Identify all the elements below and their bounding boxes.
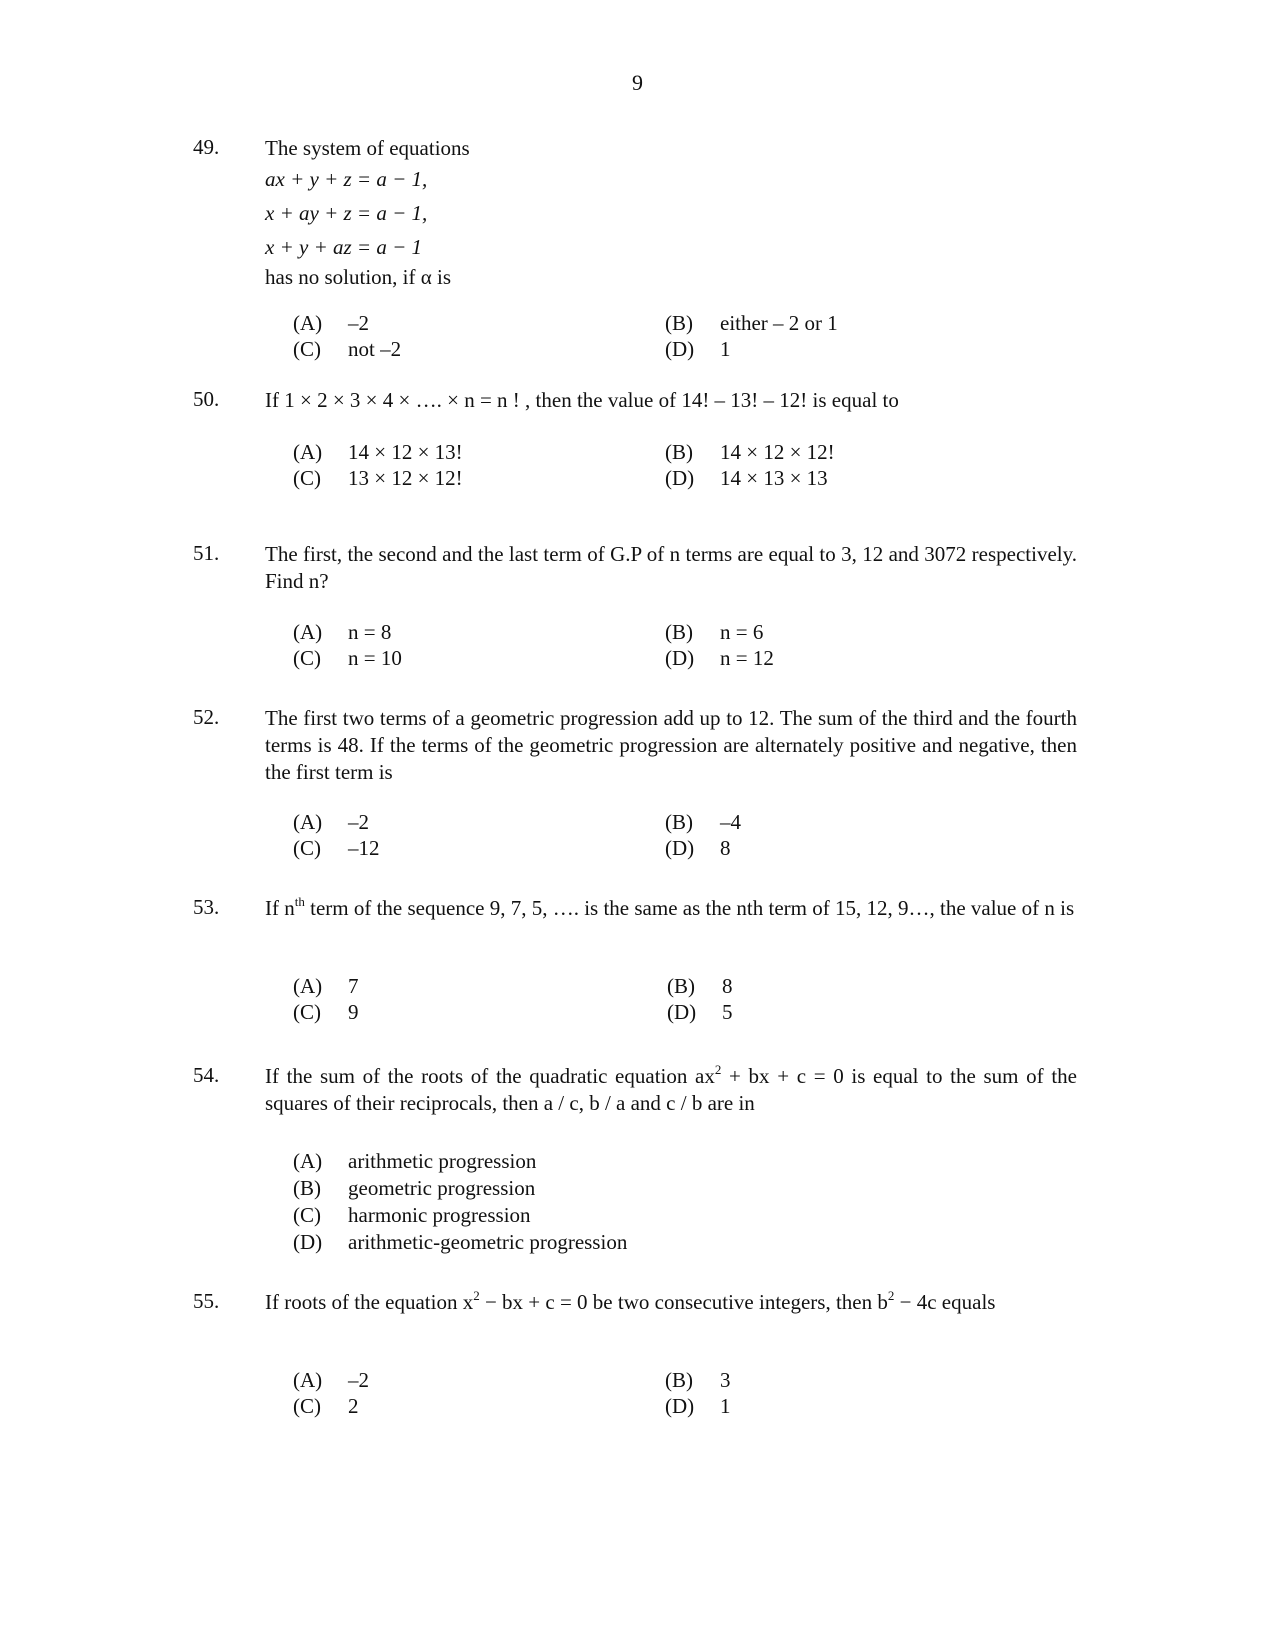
question-body <box>265 541 1077 595</box>
question-body <box>265 705 1077 786</box>
option-a[interactable]: (A) –2 <box>293 311 369 335</box>
question-body <box>265 895 1077 922</box>
question-number: 53. <box>193 895 220 919</box>
option-c[interactable]: (C) 2 <box>293 1394 359 1418</box>
option-b[interactable]: (B) 14 × 12 × 12! <box>665 440 835 464</box>
option-d[interactable]: (D) arithmetic-geometric progression <box>293 1230 628 1254</box>
option-c[interactable]: (C) 13 × 12 × 12! <box>293 466 463 490</box>
equation-1: ax + y + z = a − 1, <box>265 167 428 191</box>
option-c[interactable]: (C) 9 <box>293 1000 359 1024</box>
question-text: The first two terms of a geometric progression add up to 12. The sum of the third and the fourth terms is 48. If the terms of the geometric progression are alternately positive and negative, then the first term is <box>265 706 1077 784</box>
question-number: 50. <box>193 387 220 411</box>
option-d[interactable]: (D) n = 12 <box>665 646 774 670</box>
option-a[interactable]: (A) 7 <box>293 974 359 998</box>
option-d[interactable]: (D) 5 <box>667 1000 733 1024</box>
question-number: 55. <box>193 1289 220 1313</box>
question-number: 52. <box>193 705 220 729</box>
option-c[interactable]: (C) not –2 <box>293 337 402 361</box>
option-a[interactable]: (A) –2 <box>293 810 369 834</box>
question-number: 54. <box>193 1063 220 1087</box>
option-a[interactable]: (A) arithmetic progression <box>293 1149 537 1173</box>
question-text-end: has no solution, if α is <box>265 265 452 289</box>
option-b[interactable]: (B) 3 <box>665 1368 731 1392</box>
option-a[interactable]: (A) 14 × 12 × 13! <box>293 440 463 464</box>
option-d[interactable]: (D) 1 <box>665 337 731 361</box>
question-body <box>265 387 1077 414</box>
option-c[interactable]: (C) harmonic progression <box>293 1203 531 1227</box>
question-text: If the sum of the roots of the quadratic equation $ax^2$ + bx + c = 0 is equal to the sum of the squares of their reciprocals, then a / c, b / a and c / b are in <box>265 1062 1077 1115</box>
question-text: The first, the second and the last term of G.P of n terms are equal to 3, 12 and 3072 respectively. Find n? <box>265 542 1077 593</box>
question-text: If roots of the equation $x^2$ − bx + c = 0 be two consecutive integers, then $b^2 - 4c$ equals <box>265 1288 996 1314</box>
question-body <box>265 135 1077 291</box>
question-body <box>265 1063 1077 1117</box>
option-b[interactable]: (B) either – 2 or 1 <box>665 311 838 335</box>
question-body <box>265 1289 1077 1316</box>
question-number: 51. <box>193 541 220 565</box>
equation-2: x + ay + z = a − 1, <box>265 201 428 225</box>
option-b[interactable]: (B) n = 6 <box>665 620 764 644</box>
question-number: 49. <box>193 135 220 159</box>
question-text: If $n^{th}$ term of the sequence 9, 7, 5, …. is the same as the nth term of 15, 12, 9…, the value of n is <box>265 894 1075 920</box>
option-a[interactable]: (A) n = 8 <box>293 620 392 644</box>
option-c[interactable]: (C) n = 10 <box>293 646 402 670</box>
option-d[interactable]: (D) 1 <box>665 1394 731 1418</box>
option-b[interactable]: (B) 8 <box>667 974 733 998</box>
option-d[interactable]: (D) 14 × 13 × 13 <box>665 466 828 490</box>
option-b[interactable]: (B) –4 <box>665 810 741 834</box>
equation-3: x + y + az = a − 1 <box>265 235 422 259</box>
options-54 <box>293 1148 1053 1256</box>
option-d[interactable]: (D) 8 <box>665 836 731 860</box>
question-text: If 1 × 2 × 3 × 4 × …. × n = n ! , then the value of 14! – 13! – 12! is equal to <box>265 388 899 412</box>
option-b[interactable]: (B) geometric progression <box>293 1176 536 1200</box>
question-text: The system of equations <box>265 136 470 160</box>
option-c[interactable]: (C) –12 <box>293 836 380 860</box>
option-a[interactable]: (A) –2 <box>293 1368 369 1392</box>
page-number: 9 <box>632 70 643 95</box>
